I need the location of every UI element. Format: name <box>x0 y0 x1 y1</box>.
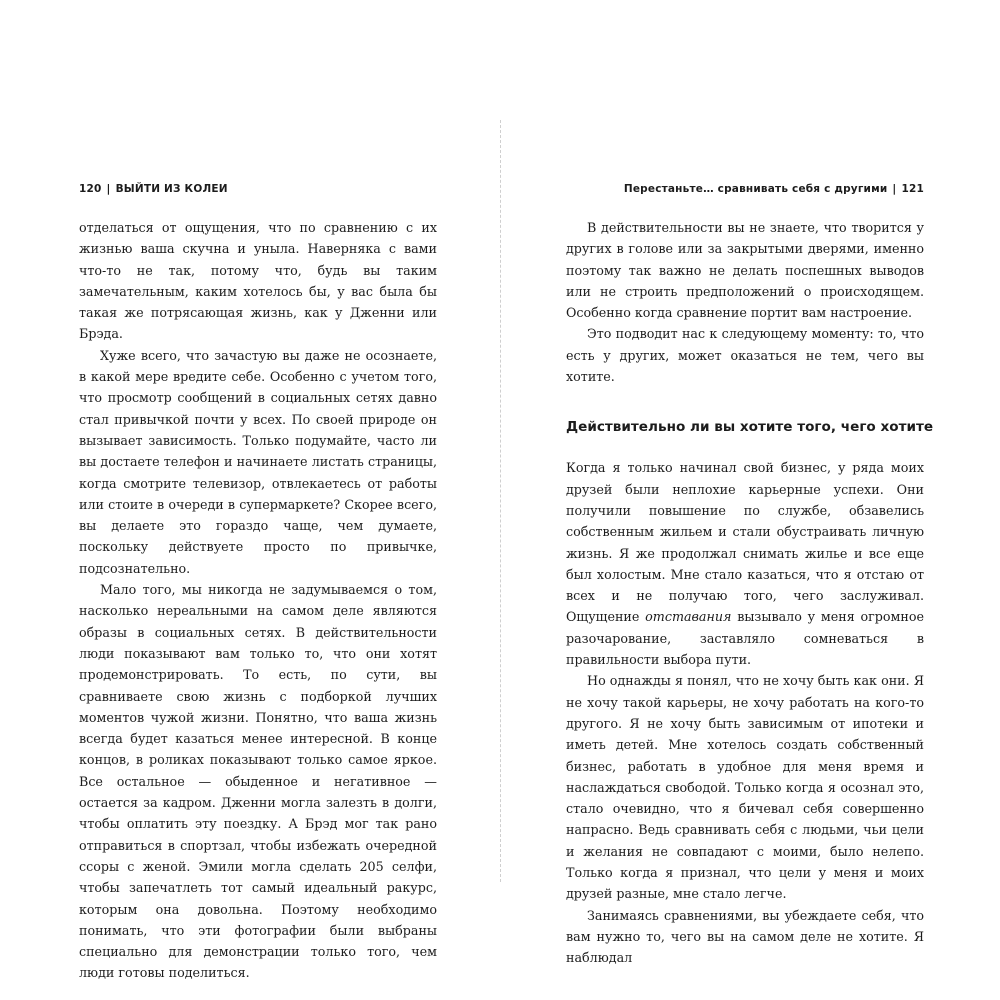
section-paragraph-2: Но однажды я понял, что не хочу быть как они. Я не хочу такой карьеры, не хочу работать на кого-то другого. Я не хочу быть зависимым от ипотеки и иметь детей. Мне хотелось создать собственный бизнес, работать в удобное для меня время и наслаждаться свободой. Только когда я осознал это, стало очевидно, что я бичевал себя совершенно напрасно. Ведь сравнивать себя с людьми, чьи цели и желания не совпадают с моими, было нелепо. Только когда я признал, что цели у меня и моих друзей разные, мне стало легче. <box>566 673 924 902</box>
section-paragraph-1-end: вызывало у меня огромное разочарование, заставляло сомневаться в правильности выбора пути. <box>566 609 925 668</box>
right-running-head <box>566 183 924 203</box>
left-page-body <box>79 217 437 984</box>
right-running-head-separator: | <box>892 183 897 195</box>
left-page-number: 120 <box>79 183 102 195</box>
right-paragraph-2: Это подводит нас к следующему моменту: то, что есть у других, может оказаться не тем, чего вы хотите. <box>566 326 924 385</box>
left-paragraph-3: Мало того, мы никогда не задумываемся о том, насколько нереальными на самом деле являются образы в социальных сетях. В действительности люди показывают вам только то, что они хотят продемонстрировать. То есть, по сути, вы сравниваете свою жизнь с подборкой лучших моментов чужой жизни. Понятно, что ваша жизнь всегда будет казаться менее интересной. В конце концов, в роликах показывают только самое яркое. Все остальное — обыденное и негативное — остается за кадром. Дженни могла залезть в долги, чтобы оплатить эту поездку. А Брэд мог так рано отправиться в спортзал, чтобы избежать очередной ссоры с женой. Эмили могла сделать 205 селфи, чтобы запечатлеть тот самый идеальный ракурс, которым она довольна. Поэтому необходимо понимать, что эти фотографии были выбраны специально для демонстрации только того, чем люди готовы поделиться. <box>79 582 437 981</box>
left-running-head-separator: | <box>106 183 111 195</box>
right-page-number: 121 <box>901 183 924 195</box>
right-page <box>566 183 934 969</box>
right-paragraph-1: В действительности вы не знаете, что творится у других в голове или за закрытыми дверями, именно поэтому так важно не делать поспешных выводов или не строить предположений о происходящем. Особенно когда сравнение портит вам настроение. <box>566 220 924 321</box>
section-paragraph-3: Занимаясь сравнениями, вы убеждаете себя, что вам нужно то, чего вы на самом деле не хотите. Я наблюдал <box>566 907 924 966</box>
section-heading: Действительно ли вы хотите того, чего хотите <box>566 419 934 436</box>
section-paragraph-1 <box>566 457 924 670</box>
right-running-title: Перестаньте… сравнивать себя с другими <box>623 183 888 195</box>
left-paragraph-1: отделаться от ощущения, что по сравнению с их жизнью ваша скучна и уныла. Наверняка с вами что-то не так, потому что, будь вы таким замечательным, каким хотелось бы, у вас была бы такая же потрясающая жизнь, как у Дженни или Брэда. <box>79 220 437 342</box>
right-page-body <box>566 217 934 969</box>
left-running-title: ВЫЙТИ ИЗ КОЛЕИ <box>115 183 228 195</box>
section-paragraph-1-start: Когда я только начинал свой бизнес, у ряда моих друзей были неплохие карьерные успехи. Они получили повышение по службе, обзавелись собственным жильем и стали обустраивать личную жизнь. Я же продолжал снимать жилье и все еще был холостым. Мне стало казаться, что я отстаю от всех и не получаю того, чего заслуживал. Ощущение <box>566 460 924 625</box>
page-gutter-divider <box>500 120 501 882</box>
left-paragraph-2: Хуже всего, что зачастую вы даже не осознаете, в какой мере вредите себе. Особенно с учетом того, что просмотр сообщений в социальных сетях давно стал привычкой почти у всех. По своей природе он вызывает зависимость. Только подумайте, часто ли вы достаете телефон и начинаете листать страницы, когда смотрите телевизор, отвлекаетесь от работы или стоите в очереди в супермаркете? Скорее всего, вы делаете это гораздо чаще, чем думаете, поскольку действуете просто по привычке, подсознательно. <box>79 347 437 576</box>
section-paragraph-1-emphasis: отставания <box>645 609 732 625</box>
left-running-head <box>79 183 437 203</box>
left-page <box>79 183 437 984</box>
